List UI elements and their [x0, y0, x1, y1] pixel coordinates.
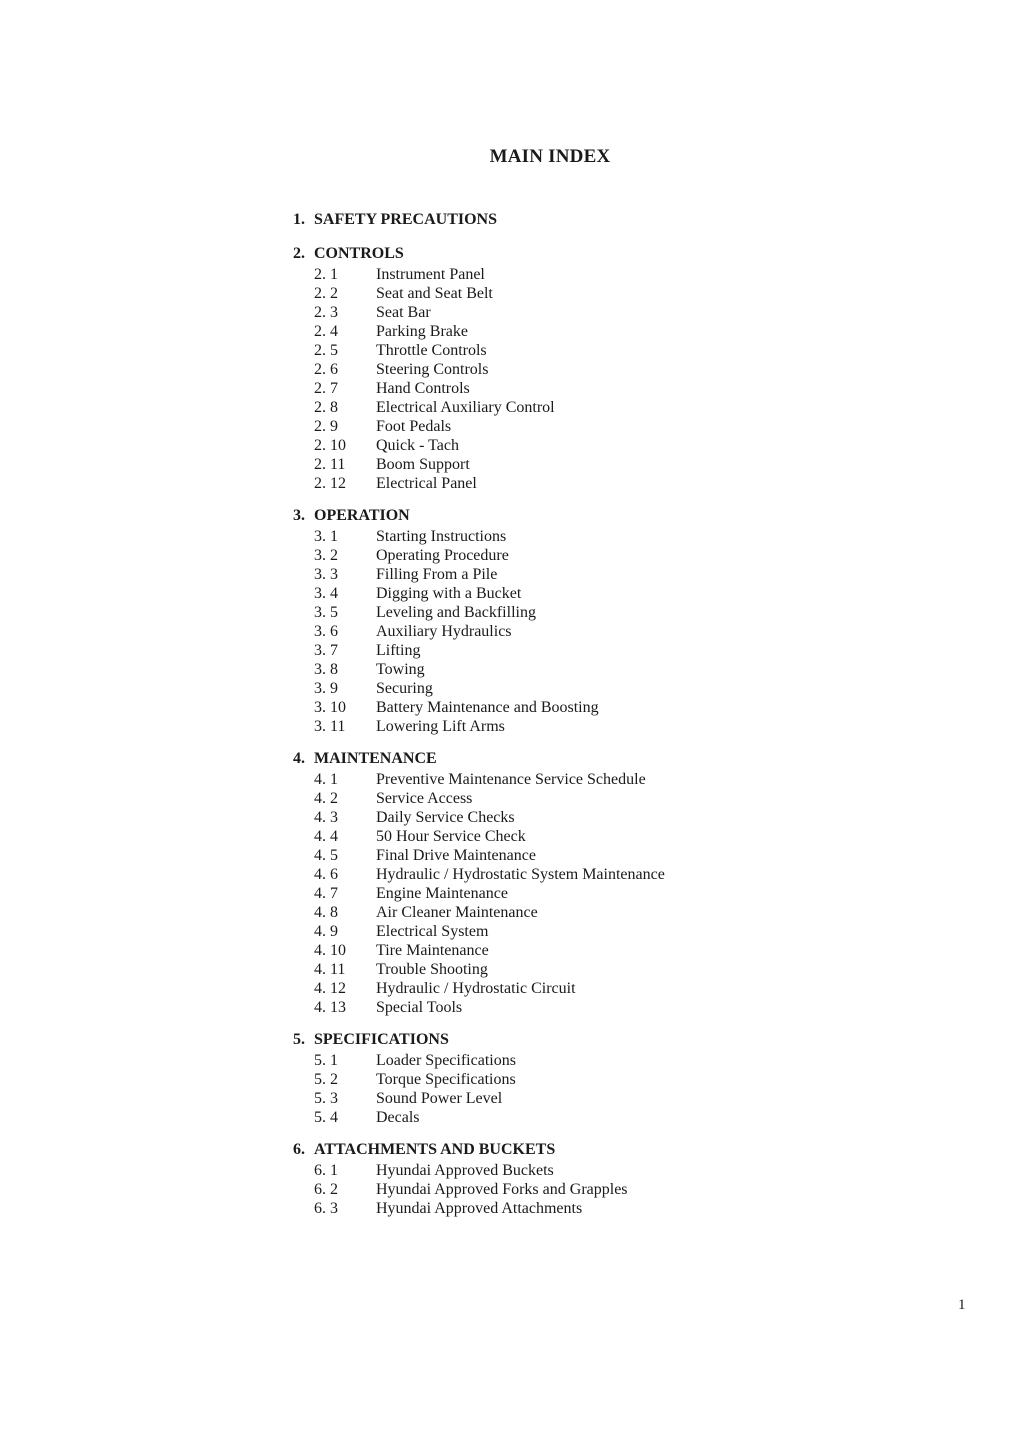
- entry-number: 2. 6: [314, 361, 338, 378]
- index-entry: [293, 546, 813, 565]
- section-title: OPERATION: [314, 507, 410, 524]
- section-title: SPECIFICATIONS: [314, 1031, 449, 1048]
- section-number: 2.: [293, 245, 305, 262]
- index-entry: [293, 284, 813, 303]
- section-title: CONTROLS: [314, 245, 404, 262]
- index-entry: [293, 922, 813, 941]
- entry-number: 4. 13: [314, 999, 346, 1016]
- entry-number: 5. 3: [314, 1090, 338, 1107]
- entry-title: Hyundai Approved Attachments: [376, 1200, 583, 1217]
- entry-title: Trouble Shooting: [376, 961, 488, 978]
- entry-number: 5. 1: [314, 1052, 338, 1069]
- entry-number: 4. 4: [314, 828, 338, 845]
- entry-number: 6. 1: [314, 1162, 338, 1179]
- page-title: MAIN INDEX: [489, 146, 611, 167]
- index-entry: [293, 360, 813, 379]
- entry-title: Engine Maintenance: [376, 885, 508, 902]
- entry-number: 5. 2: [314, 1071, 338, 1088]
- entry-number: 4. 8: [314, 904, 338, 921]
- entry-number: 2. 5: [314, 342, 338, 359]
- entry-title: Quick - Tach: [376, 437, 459, 454]
- index-entry: [293, 584, 813, 603]
- entry-title: Air Cleaner Maintenance: [376, 904, 538, 921]
- entry-number: 3. 10: [314, 699, 346, 716]
- entry-number: 2. 10: [314, 437, 346, 454]
- index-entry: [293, 527, 813, 546]
- entry-title: Boom Support: [376, 456, 470, 473]
- entry-title: Auxiliary Hydraulics: [376, 623, 512, 640]
- entry-title: Towing: [376, 661, 425, 678]
- entry-title: Hyundai Approved Buckets: [376, 1162, 554, 1179]
- section-heading: [293, 505, 813, 527]
- index-entry: [293, 717, 813, 736]
- entry-title: Hydraulic / Hydrostatic Circuit: [376, 980, 576, 997]
- index-entry: [293, 622, 813, 641]
- index-entry: [293, 808, 813, 827]
- entry-number: 4. 10: [314, 942, 346, 959]
- index-entry: [293, 417, 813, 436]
- index-entry: [293, 827, 813, 846]
- section-number: 1.: [293, 211, 305, 228]
- index-entry: [293, 1161, 813, 1180]
- entry-number: 3. 7: [314, 642, 338, 659]
- index-entry: [293, 303, 813, 322]
- entry-number: 3. 11: [314, 718, 346, 735]
- entry-title: Tire Maintenance: [376, 942, 489, 959]
- entry-title: Starting Instructions: [376, 528, 507, 545]
- index-section: [293, 748, 813, 1017]
- index-entry: [293, 341, 813, 360]
- entry-title: Final Drive Maintenance: [376, 847, 536, 864]
- entry-number: 2. 12: [314, 475, 346, 492]
- entry-number: 3. 9: [314, 680, 338, 697]
- entry-title: Sound Power Level: [376, 1090, 503, 1107]
- entry-title: Battery Maintenance and Boosting: [376, 699, 599, 716]
- index-section: [293, 243, 813, 493]
- index-entry: [293, 846, 813, 865]
- entry-number: 2. 9: [314, 418, 338, 435]
- entry-number: 6. 2: [314, 1181, 338, 1198]
- entry-title: Foot Pedals: [376, 418, 452, 435]
- section-number: 6.: [293, 1141, 305, 1158]
- entry-number: 4. 5: [314, 847, 338, 864]
- entry-number: 3. 6: [314, 623, 338, 640]
- section-number: 5.: [293, 1031, 305, 1048]
- index-section: [293, 1139, 813, 1218]
- index-entry: [293, 322, 813, 341]
- section-heading: [293, 1029, 813, 1051]
- index-entry: [293, 565, 813, 584]
- section-number: 4.: [293, 750, 305, 767]
- entry-number: 4. 6: [314, 866, 338, 883]
- entry-number: 2. 3: [314, 304, 338, 321]
- index-entry: [293, 265, 813, 284]
- index-section: [293, 1029, 813, 1127]
- entry-number: 4. 7: [314, 885, 338, 902]
- entry-number: 2. 2: [314, 285, 338, 302]
- entry-title: Torque Specifications: [376, 1071, 516, 1088]
- entry-number: 4. 1: [314, 771, 338, 788]
- entry-number: 3. 3: [314, 566, 338, 583]
- entry-title: Electrical Auxiliary Control: [376, 399, 555, 416]
- entry-title: 50 Hour Service Check: [376, 828, 526, 845]
- entry-number: 4. 3: [314, 809, 338, 826]
- entry-title: Digging with a Bucket: [376, 585, 522, 602]
- entry-title: Decals: [376, 1109, 420, 1126]
- entry-title: Service Access: [376, 790, 473, 807]
- entry-title: Lifting: [376, 642, 421, 659]
- entry-title: Seat Bar: [376, 304, 431, 321]
- entry-title: Filling From a Pile: [376, 566, 498, 583]
- entry-title: Securing: [376, 680, 433, 697]
- section-title: SAFETY PRECAUTIONS: [314, 211, 497, 228]
- entry-title: Special Tools: [376, 999, 463, 1016]
- index-entry: [293, 1108, 813, 1127]
- section-heading: [293, 1139, 813, 1161]
- entry-title: Operating Procedure: [376, 547, 509, 564]
- index-entry: [293, 679, 813, 698]
- section-title: ATTACHMENTS AND BUCKETS: [314, 1141, 556, 1158]
- index-entry: [293, 789, 813, 808]
- index-entry: [293, 960, 813, 979]
- section-heading: [293, 748, 813, 770]
- index-section: [293, 209, 813, 231]
- entry-number: 3. 5: [314, 604, 338, 621]
- section-heading: [293, 243, 813, 265]
- index-entry: [293, 436, 813, 455]
- entry-title: Leveling and Backfilling: [376, 604, 536, 621]
- entry-number: 2. 4: [314, 323, 338, 340]
- index-entry: [293, 379, 813, 398]
- index-entry: [293, 455, 813, 474]
- index-entry: [293, 660, 813, 679]
- entry-number: 5. 4: [314, 1109, 338, 1126]
- index-entry: [293, 398, 813, 417]
- index-entry: [293, 603, 813, 622]
- index-entry: [293, 641, 813, 660]
- entry-number: 4. 9: [314, 923, 338, 940]
- entry-title: Throttle Controls: [376, 342, 487, 359]
- entry-title: Lowering Lift Arms: [376, 718, 505, 735]
- index-entry: [293, 474, 813, 493]
- index-entry: [293, 1180, 813, 1199]
- main-index-list: [293, 209, 813, 1230]
- entry-number: 3. 1: [314, 528, 338, 545]
- entry-number: 6. 3: [314, 1200, 338, 1217]
- entry-number: 2. 1: [314, 266, 338, 283]
- entry-number: 4. 11: [314, 961, 346, 978]
- entry-number: 3. 8: [314, 661, 338, 678]
- index-entry: [293, 1070, 813, 1089]
- entry-title: Hyundai Approved Forks and Grapples: [376, 1181, 628, 1198]
- section-title: MAINTENANCE: [314, 750, 437, 767]
- entry-number: 2. 8: [314, 399, 338, 416]
- entry-title: Hydraulic / Hydrostatic System Maintenance: [376, 866, 665, 883]
- entry-number: 2. 11: [314, 456, 346, 473]
- entry-number: 2. 7: [314, 380, 338, 397]
- index-entry: [293, 979, 813, 998]
- entry-title: Parking Brake: [376, 323, 468, 340]
- section-heading: [293, 209, 813, 231]
- index-entry: [293, 698, 813, 717]
- entry-title: Instrument Panel: [376, 266, 485, 283]
- index-entry: [293, 1089, 813, 1108]
- entry-title: Hand Controls: [376, 380, 470, 397]
- index-entry: [293, 998, 813, 1017]
- entry-title: Electrical System: [376, 923, 489, 940]
- section-number: 3.: [293, 507, 305, 524]
- entry-title: Electrical Panel: [376, 475, 477, 492]
- index-entry: [293, 865, 813, 884]
- entry-title: Daily Service Checks: [376, 809, 515, 826]
- index-entry: [293, 1051, 813, 1070]
- page-number: 1: [958, 1297, 966, 1313]
- entry-title: Loader Specifications: [376, 1052, 516, 1069]
- entry-number: 4. 2: [314, 790, 338, 807]
- index-entry: [293, 1199, 813, 1218]
- index-entry: [293, 770, 813, 789]
- entry-title: Steering Controls: [376, 361, 489, 378]
- entry-title: Seat and Seat Belt: [376, 285, 493, 302]
- index-entry: [293, 884, 813, 903]
- index-entry: [293, 941, 813, 960]
- entry-title: Preventive Maintenance Service Schedule: [376, 771, 646, 788]
- index-section: [293, 505, 813, 736]
- entry-number: 4. 12: [314, 980, 346, 997]
- index-entry: [293, 903, 813, 922]
- entry-number: 3. 2: [314, 547, 338, 564]
- entry-number: 3. 4: [314, 585, 338, 602]
